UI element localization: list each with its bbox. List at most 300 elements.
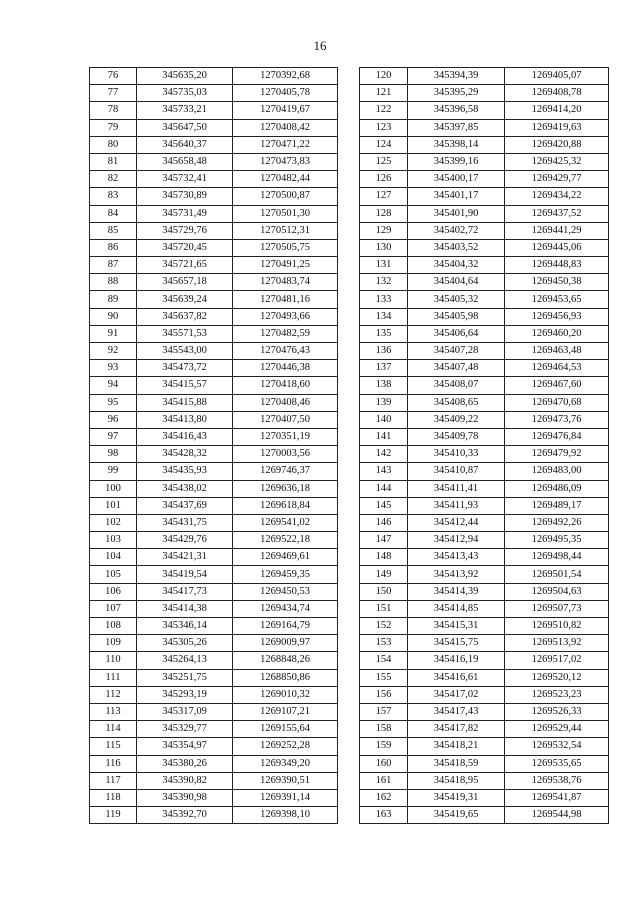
point-number-cell: 95 <box>90 394 137 411</box>
x-coordinate-cell: 345411,41 <box>408 480 505 497</box>
x-coordinate-cell: 345264,13 <box>137 652 233 669</box>
page-number: 16 <box>313 38 327 53</box>
y-coordinate-cell: 1269390,51 <box>233 772 338 789</box>
x-coordinate-cell: 345418,95 <box>408 772 505 789</box>
y-coordinate-cell: 1269420,88 <box>505 136 609 153</box>
x-coordinate-cell: 345397,85 <box>408 119 505 136</box>
x-coordinate-cell: 345394,39 <box>408 68 505 85</box>
table-row <box>360 635 609 652</box>
table-row <box>360 446 609 463</box>
point-number-cell: 142 <box>360 446 408 463</box>
y-coordinate-cell: 1269483,00 <box>505 463 609 480</box>
x-coordinate-cell: 345421,31 <box>137 549 233 566</box>
point-number-cell: 88 <box>90 274 137 291</box>
point-number-cell: 147 <box>360 532 408 549</box>
table-row <box>360 394 609 411</box>
x-coordinate-cell: 345402,72 <box>408 222 505 239</box>
table-row <box>90 652 338 669</box>
y-coordinate-cell: 1270003,56 <box>233 446 338 463</box>
y-coordinate-cell: 1270500,87 <box>233 188 338 205</box>
x-coordinate-cell: 345407,48 <box>408 360 505 377</box>
table-row <box>360 772 609 789</box>
x-coordinate-cell: 345415,57 <box>137 377 233 394</box>
y-coordinate-cell: 1269009,97 <box>233 635 338 652</box>
y-coordinate-cell: 1269467,60 <box>505 377 609 394</box>
coordinates-table-right <box>359 67 609 824</box>
x-coordinate-cell: 345473,72 <box>137 360 233 377</box>
point-number-cell: 139 <box>360 394 408 411</box>
point-number-cell: 157 <box>360 703 408 720</box>
point-number-cell: 82 <box>90 171 137 188</box>
table-row <box>90 188 338 205</box>
y-coordinate-cell: 1269529,44 <box>505 721 609 738</box>
x-coordinate-cell: 345346,14 <box>137 618 233 635</box>
x-coordinate-cell: 345657,18 <box>137 274 233 291</box>
x-coordinate-cell: 345637,82 <box>137 308 233 325</box>
y-coordinate-cell: 1270419,67 <box>233 102 338 119</box>
table-row <box>90 136 338 153</box>
point-number-cell: 129 <box>360 222 408 239</box>
point-number-cell: 78 <box>90 102 137 119</box>
x-coordinate-cell: 345413,92 <box>408 566 505 583</box>
point-number-cell: 118 <box>90 789 137 806</box>
table-row <box>90 153 338 170</box>
table-row <box>360 274 609 291</box>
x-coordinate-cell: 345409,22 <box>408 411 505 428</box>
point-number-cell: 89 <box>90 291 137 308</box>
point-number-cell: 97 <box>90 428 137 445</box>
table-row <box>360 549 609 566</box>
table-row <box>90 85 338 102</box>
x-coordinate-cell: 345721,65 <box>137 257 233 274</box>
y-coordinate-cell: 1269425,32 <box>505 153 609 170</box>
table-row <box>90 68 338 85</box>
y-coordinate-cell: 1269513,92 <box>505 635 609 652</box>
point-number-cell: 79 <box>90 119 137 136</box>
point-number-cell: 152 <box>360 618 408 635</box>
point-number-cell: 136 <box>360 343 408 360</box>
y-coordinate-cell: 1269453,65 <box>505 291 609 308</box>
point-number-cell: 126 <box>360 171 408 188</box>
table-row <box>90 171 338 188</box>
y-coordinate-cell: 1269522,18 <box>233 532 338 549</box>
x-coordinate-cell: 345413,80 <box>137 411 233 428</box>
x-coordinate-cell: 345399,16 <box>408 153 505 170</box>
table-row <box>90 755 338 772</box>
table-row <box>360 566 609 583</box>
point-number-cell: 93 <box>90 360 137 377</box>
point-number-cell: 80 <box>90 136 137 153</box>
point-number-cell: 100 <box>90 480 137 497</box>
table-row <box>360 686 609 703</box>
x-coordinate-cell: 345435,93 <box>137 463 233 480</box>
y-coordinate-cell: 1269507,73 <box>505 600 609 617</box>
x-coordinate-cell: 345418,59 <box>408 755 505 772</box>
x-coordinate-cell: 345419,65 <box>408 807 505 824</box>
table-row <box>360 789 609 806</box>
point-number-cell: 132 <box>360 274 408 291</box>
y-coordinate-cell: 1269450,38 <box>505 274 609 291</box>
x-coordinate-cell: 345416,61 <box>408 669 505 686</box>
point-number-cell: 155 <box>360 669 408 686</box>
table-row <box>360 583 609 600</box>
table-row <box>90 463 338 480</box>
x-coordinate-cell: 345401,90 <box>408 205 505 222</box>
y-coordinate-cell: 1269107,21 <box>233 703 338 720</box>
x-coordinate-cell: 345437,69 <box>137 497 233 514</box>
x-coordinate-cell: 345543,00 <box>137 343 233 360</box>
y-coordinate-cell: 1270408,46 <box>233 394 338 411</box>
y-coordinate-cell: 1269437,52 <box>505 205 609 222</box>
point-number-cell: 146 <box>360 514 408 531</box>
x-coordinate-cell: 345417,02 <box>408 686 505 703</box>
point-number-cell: 154 <box>360 652 408 669</box>
point-number-cell: 106 <box>90 583 137 600</box>
y-coordinate-cell: 1269538,76 <box>505 772 609 789</box>
x-coordinate-cell: 345415,88 <box>137 394 233 411</box>
point-number-cell: 116 <box>90 755 137 772</box>
y-coordinate-cell: 1269469,61 <box>233 549 338 566</box>
x-coordinate-cell: 345251,75 <box>137 669 233 686</box>
table-row <box>360 343 609 360</box>
point-number-cell: 134 <box>360 308 408 325</box>
table-row <box>90 291 338 308</box>
table-row <box>360 153 609 170</box>
x-coordinate-cell: 345390,82 <box>137 772 233 789</box>
table-row <box>90 686 338 703</box>
point-number-cell: 125 <box>360 153 408 170</box>
x-coordinate-cell: 345429,76 <box>137 532 233 549</box>
table-row <box>360 600 609 617</box>
point-number-cell: 149 <box>360 566 408 583</box>
x-coordinate-cell: 345418,21 <box>408 738 505 755</box>
y-coordinate-cell: 1270476,43 <box>233 343 338 360</box>
y-coordinate-cell: 1270408,42 <box>233 119 338 136</box>
x-coordinate-cell: 345396,58 <box>408 102 505 119</box>
y-coordinate-cell: 1270473,83 <box>233 153 338 170</box>
table-row <box>360 514 609 531</box>
x-coordinate-cell: 345293,19 <box>137 686 233 703</box>
point-number-cell: 131 <box>360 257 408 274</box>
y-coordinate-cell: 1269441,29 <box>505 222 609 239</box>
y-coordinate-cell: 1270493,66 <box>233 308 338 325</box>
table-row <box>90 446 338 463</box>
table-row <box>90 308 338 325</box>
table-row <box>90 549 338 566</box>
table-row <box>90 394 338 411</box>
x-coordinate-cell: 345416,19 <box>408 652 505 669</box>
x-coordinate-cell: 345414,39 <box>408 583 505 600</box>
table-row <box>90 738 338 755</box>
table-row <box>90 703 338 720</box>
y-coordinate-cell: 1269463,48 <box>505 343 609 360</box>
table-row <box>360 377 609 394</box>
table-row <box>90 480 338 497</box>
point-number-cell: 91 <box>90 325 137 342</box>
table-row <box>90 102 338 119</box>
table-row <box>90 274 338 291</box>
y-coordinate-cell: 1269459,35 <box>233 566 338 583</box>
table-row <box>360 480 609 497</box>
table-row <box>360 669 609 686</box>
point-number-cell: 151 <box>360 600 408 617</box>
point-number-cell: 87 <box>90 257 137 274</box>
y-coordinate-cell: 1269476,84 <box>505 428 609 445</box>
y-coordinate-cell: 1269636,18 <box>233 480 338 497</box>
point-number-cell: 108 <box>90 618 137 635</box>
x-coordinate-cell: 345438,02 <box>137 480 233 497</box>
point-number-cell: 76 <box>90 68 137 85</box>
y-coordinate-cell: 1270418,60 <box>233 377 338 394</box>
point-number-cell: 135 <box>360 325 408 342</box>
point-number-cell: 117 <box>90 772 137 789</box>
y-coordinate-cell: 1269520,12 <box>505 669 609 686</box>
x-coordinate-cell: 345410,33 <box>408 446 505 463</box>
x-coordinate-cell: 345419,31 <box>408 789 505 806</box>
y-coordinate-cell: 1269470,68 <box>505 394 609 411</box>
point-number-cell: 133 <box>360 291 408 308</box>
table-row <box>360 463 609 480</box>
x-coordinate-cell: 345305,26 <box>137 635 233 652</box>
point-number-cell: 163 <box>360 807 408 824</box>
x-coordinate-cell: 345639,24 <box>137 291 233 308</box>
x-coordinate-cell: 345411,93 <box>408 497 505 514</box>
table-row <box>90 635 338 652</box>
x-coordinate-cell: 345416,43 <box>137 428 233 445</box>
point-number-cell: 114 <box>90 721 137 738</box>
y-coordinate-cell: 1269391,14 <box>233 789 338 806</box>
point-number-cell: 148 <box>360 549 408 566</box>
point-number-cell: 96 <box>90 411 137 428</box>
y-coordinate-cell: 1269419,63 <box>505 119 609 136</box>
x-coordinate-cell: 345405,98 <box>408 308 505 325</box>
table-row <box>360 308 609 325</box>
point-number-cell: 140 <box>360 411 408 428</box>
point-number-cell: 90 <box>90 308 137 325</box>
point-number-cell: 103 <box>90 532 137 549</box>
x-coordinate-cell: 345733,21 <box>137 102 233 119</box>
x-coordinate-cell: 345415,75 <box>408 635 505 652</box>
point-number-cell: 110 <box>90 652 137 669</box>
y-coordinate-cell: 1269434,22 <box>505 188 609 205</box>
y-coordinate-cell: 1269445,06 <box>505 239 609 256</box>
x-coordinate-cell: 345395,29 <box>408 85 505 102</box>
point-number-cell: 94 <box>90 377 137 394</box>
table-row <box>90 514 338 531</box>
table-row <box>360 703 609 720</box>
y-coordinate-cell: 1268848,26 <box>233 652 338 669</box>
y-coordinate-cell: 1270482,44 <box>233 171 338 188</box>
point-number-cell: 101 <box>90 497 137 514</box>
point-number-cell: 138 <box>360 377 408 394</box>
point-number-cell: 124 <box>360 136 408 153</box>
table-row <box>360 428 609 445</box>
point-number-cell: 153 <box>360 635 408 652</box>
y-coordinate-cell: 1268850,86 <box>233 669 338 686</box>
point-number-cell: 77 <box>90 85 137 102</box>
table-row <box>360 119 609 136</box>
y-coordinate-cell: 1269155,64 <box>233 721 338 738</box>
point-number-cell: 104 <box>90 549 137 566</box>
point-number-cell: 121 <box>360 85 408 102</box>
y-coordinate-cell: 1269526,33 <box>505 703 609 720</box>
table-row <box>90 119 338 136</box>
point-number-cell: 144 <box>360 480 408 497</box>
x-coordinate-cell: 345413,43 <box>408 549 505 566</box>
x-coordinate-cell: 345414,85 <box>408 600 505 617</box>
y-coordinate-cell: 1269532,54 <box>505 738 609 755</box>
y-coordinate-cell: 1270512,31 <box>233 222 338 239</box>
point-number-cell: 161 <box>360 772 408 789</box>
point-number-cell: 84 <box>90 205 137 222</box>
point-number-cell: 122 <box>360 102 408 119</box>
table-row <box>90 239 338 256</box>
x-coordinate-cell: 345415,31 <box>408 618 505 635</box>
x-coordinate-cell: 345398,14 <box>408 136 505 153</box>
point-number-cell: 141 <box>360 428 408 445</box>
x-coordinate-cell: 345380,26 <box>137 755 233 772</box>
y-coordinate-cell: 1269398,10 <box>233 807 338 824</box>
y-coordinate-cell: 1269489,17 <box>505 497 609 514</box>
point-number-cell: 128 <box>360 205 408 222</box>
x-coordinate-cell: 345403,52 <box>408 239 505 256</box>
x-coordinate-cell: 345417,82 <box>408 721 505 738</box>
table-row <box>90 583 338 600</box>
x-coordinate-cell: 345729,76 <box>137 222 233 239</box>
x-coordinate-cell: 345640,37 <box>137 136 233 153</box>
y-coordinate-cell: 1269504,63 <box>505 583 609 600</box>
point-number-cell: 159 <box>360 738 408 755</box>
x-coordinate-cell: 345400,17 <box>408 171 505 188</box>
x-coordinate-cell: 345720,45 <box>137 239 233 256</box>
table-row <box>90 222 338 239</box>
point-number-cell: 162 <box>360 789 408 806</box>
x-coordinate-cell: 345409,78 <box>408 428 505 445</box>
point-number-cell: 105 <box>90 566 137 583</box>
point-number-cell: 119 <box>90 807 137 824</box>
table-row <box>360 102 609 119</box>
y-coordinate-cell: 1270471,22 <box>233 136 338 153</box>
table-row <box>360 325 609 342</box>
table-row <box>360 411 609 428</box>
table-row <box>90 532 338 549</box>
table-row <box>360 738 609 755</box>
point-number-cell: 102 <box>90 514 137 531</box>
y-coordinate-cell: 1269517,02 <box>505 652 609 669</box>
y-coordinate-cell: 1269492,26 <box>505 514 609 531</box>
table-row <box>360 136 609 153</box>
table-row <box>90 257 338 274</box>
y-coordinate-cell: 1269523,23 <box>505 686 609 703</box>
point-number-cell: 81 <box>90 153 137 170</box>
x-coordinate-cell: 345412,44 <box>408 514 505 531</box>
coordinates-table-left <box>89 67 338 824</box>
x-coordinate-cell: 345731,49 <box>137 205 233 222</box>
y-coordinate-cell: 1270351,19 <box>233 428 338 445</box>
point-number-cell: 143 <box>360 463 408 480</box>
point-number-cell: 92 <box>90 343 137 360</box>
y-coordinate-cell: 1269408,78 <box>505 85 609 102</box>
point-number-cell: 112 <box>90 686 137 703</box>
y-coordinate-cell: 1270505,75 <box>233 239 338 256</box>
table-row <box>360 85 609 102</box>
x-coordinate-cell: 345417,73 <box>137 583 233 600</box>
y-coordinate-cell: 1270491,25 <box>233 257 338 274</box>
y-coordinate-cell: 1269434,74 <box>233 600 338 617</box>
x-coordinate-cell: 345428,32 <box>137 446 233 463</box>
y-coordinate-cell: 1269010,32 <box>233 686 338 703</box>
y-coordinate-cell: 1269479,92 <box>505 446 609 463</box>
table-row <box>360 497 609 514</box>
y-coordinate-cell: 1269510,82 <box>505 618 609 635</box>
y-coordinate-cell: 1269456,93 <box>505 308 609 325</box>
y-coordinate-cell: 1269448,83 <box>505 257 609 274</box>
point-number-cell: 150 <box>360 583 408 600</box>
y-coordinate-cell: 1270482,59 <box>233 325 338 342</box>
y-coordinate-cell: 1269535,65 <box>505 755 609 772</box>
x-coordinate-cell: 345407,28 <box>408 343 505 360</box>
point-number-cell: 111 <box>90 669 137 686</box>
x-coordinate-cell: 345404,64 <box>408 274 505 291</box>
x-coordinate-cell: 345732,41 <box>137 171 233 188</box>
x-coordinate-cell: 345419,54 <box>137 566 233 583</box>
x-coordinate-cell: 345735,03 <box>137 85 233 102</box>
x-coordinate-cell: 345412,94 <box>408 532 505 549</box>
y-coordinate-cell: 1269414,20 <box>505 102 609 119</box>
x-coordinate-cell: 345354,97 <box>137 738 233 755</box>
table-row <box>360 188 609 205</box>
x-coordinate-cell: 345401,17 <box>408 188 505 205</box>
table-row <box>360 171 609 188</box>
table-row <box>90 205 338 222</box>
point-number-cell: 109 <box>90 635 137 652</box>
table-row <box>90 411 338 428</box>
table-row <box>90 772 338 789</box>
point-number-cell: 145 <box>360 497 408 514</box>
y-coordinate-cell: 1269544,98 <box>505 807 609 824</box>
table-row <box>90 807 338 824</box>
point-number-cell: 107 <box>90 600 137 617</box>
table-row <box>360 755 609 772</box>
table-row <box>360 652 609 669</box>
x-coordinate-cell: 345414,38 <box>137 600 233 617</box>
x-coordinate-cell: 345404,32 <box>408 257 505 274</box>
table-row <box>360 618 609 635</box>
y-coordinate-cell: 1269429,77 <box>505 171 609 188</box>
y-coordinate-cell: 1269460,20 <box>505 325 609 342</box>
point-number-cell: 113 <box>90 703 137 720</box>
table-row <box>90 618 338 635</box>
table-row <box>90 325 338 342</box>
x-coordinate-cell: 345571,53 <box>137 325 233 342</box>
table-row <box>360 721 609 738</box>
y-coordinate-cell: 1270501,30 <box>233 205 338 222</box>
y-coordinate-cell: 1269541,87 <box>505 789 609 806</box>
table-row <box>360 532 609 549</box>
point-number-cell: 98 <box>90 446 137 463</box>
y-coordinate-cell: 1269746,37 <box>233 463 338 480</box>
x-coordinate-cell: 345647,50 <box>137 119 233 136</box>
point-number-cell: 156 <box>360 686 408 703</box>
x-coordinate-cell: 345390,98 <box>137 789 233 806</box>
table-row <box>360 239 609 256</box>
y-coordinate-cell: 1269501,54 <box>505 566 609 583</box>
y-coordinate-cell: 1270407,50 <box>233 411 338 428</box>
x-coordinate-cell: 345405,32 <box>408 291 505 308</box>
point-number-cell: 120 <box>360 68 408 85</box>
y-coordinate-cell: 1269450,53 <box>233 583 338 600</box>
point-number-cell: 130 <box>360 239 408 256</box>
